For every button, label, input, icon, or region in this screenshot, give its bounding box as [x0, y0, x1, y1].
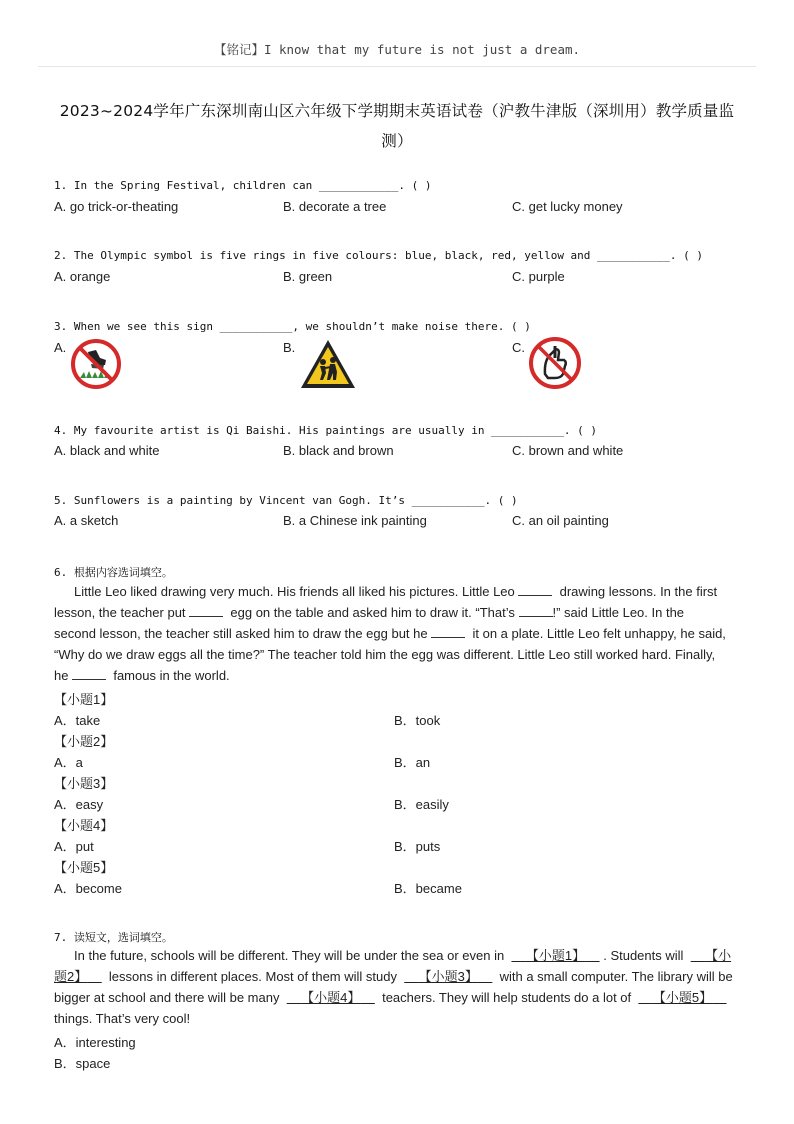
- q2-option-b[interactable]: B. green: [283, 269, 333, 284]
- blank-4[interactable]: [431, 625, 465, 638]
- q6-sub2-option-b[interactable]: B．an: [394, 755, 431, 770]
- question-6-heading: 6. 根据内容选词填空。: [54, 566, 173, 579]
- q7-text: teachers. They will help students do a lot of: [382, 990, 632, 1005]
- q6-sub5-options: [54, 878, 754, 897]
- q6-sub5-label: 【小题5】: [54, 860, 114, 875]
- children-crossing-sign-icon: [299, 338, 357, 390]
- header-divider: [38, 66, 756, 67]
- q6-sub4-label: 【小题4】: [54, 818, 114, 833]
- q7-text: In the future, schools will be different. They will be under the sea or even in: [74, 948, 505, 963]
- q6-text: “Why do we draw eggs all the time?” The teacher told him the egg was different. Little Leo still worked hard. Finally,: [54, 647, 716, 662]
- q7-blank-3[interactable]: [404, 969, 492, 984]
- title-line-2: 测）: [381, 132, 413, 150]
- q7-blank-label: 题2】: [54, 969, 88, 984]
- q6-sub5-option-b[interactable]: B．became: [394, 881, 462, 896]
- q6-text: he: [54, 668, 69, 683]
- q3-option-b[interactable]: B.: [283, 340, 296, 355]
- question-7-passage: [54, 945, 754, 1029]
- q7-text: with a small computer. The library will be: [499, 969, 733, 984]
- q7-blank-4[interactable]: [287, 990, 375, 1005]
- q6-text: it on a plate. Little Leo felt unhappy, he said,: [472, 626, 726, 641]
- header-motto: 【铭记】I know that my future is not just a dream.: [213, 42, 581, 57]
- q7-text: things. That’s very cool!: [54, 1011, 191, 1026]
- q7-text: . Students will: [603, 948, 684, 963]
- q6-sub3-options: [54, 794, 754, 813]
- q7-blank-label: 【小题5】: [652, 990, 713, 1005]
- blank-3[interactable]: [519, 604, 553, 617]
- question-7-heading: 7. 读短文，选词填空。: [54, 931, 173, 944]
- q7-blank-label: 【小题4】: [301, 990, 361, 1005]
- blank-5[interactable]: [72, 667, 106, 680]
- q5-option-b[interactable]: B. a Chinese ink painting: [283, 513, 427, 528]
- q6-text: egg on the table and asked him to draw it. “That’s: [230, 605, 515, 620]
- q6-sub2-options: [54, 752, 754, 771]
- q6-text: Little Leo liked drawing very much. His friends all liked his pictures. Little Leo: [74, 584, 515, 599]
- q6-sub5-option-a[interactable]: A．become: [54, 881, 122, 896]
- q7-blank-label: 【小题3】: [418, 969, 478, 984]
- blank-1[interactable]: [518, 583, 552, 596]
- q6-text: !” said Little Leo. In the: [552, 605, 685, 620]
- q6-text: second lesson, the teacher still asked him to draw the egg but he: [54, 626, 428, 641]
- q6-sub2-option-a[interactable]: A．a: [54, 755, 83, 770]
- q1-option-a[interactable]: A. go trick-or-theating: [54, 199, 179, 214]
- title-line-1: 2023~2024学年广东深圳南山区六年级下学期期末英语试卷（沪教牛津版（深圳用）教学质量监: [59, 102, 735, 120]
- q7-blank-5[interactable]: [638, 990, 726, 1005]
- question-2-stem: 2. The Olympic symbol is five rings in five colours: blue, black, red, yellow and ___________. ( ): [54, 249, 704, 262]
- q6-sub3-option-b[interactable]: B．easily: [394, 797, 449, 812]
- no-trampling-sign-icon: [70, 338, 122, 390]
- q4-option-b[interactable]: B. black and brown: [283, 443, 394, 458]
- q5-option-a[interactable]: A. a sketch: [54, 513, 119, 528]
- q7-blank-label: 【小题1】: [525, 948, 586, 963]
- q1-option-b[interactable]: B. decorate a tree: [283, 199, 387, 214]
- q6-sub1-option-a[interactable]: A．take: [54, 713, 101, 728]
- q6-sub1-label: 【小题1】: [54, 692, 114, 707]
- q7-blank-2[interactable]: [691, 948, 731, 963]
- q3-option-c[interactable]: C.: [512, 340, 525, 355]
- q1-option-c[interactable]: C. get lucky money: [512, 199, 623, 214]
- q5-option-c[interactable]: C. an oil painting: [512, 513, 609, 528]
- question-5-stem: 5. Sunflowers is a painting by Vincent van Gogh. It’s ___________. ( ): [54, 494, 518, 507]
- keep-quiet-sign-icon: [528, 336, 582, 390]
- q6-text: drawing lessons. In the first: [559, 584, 718, 599]
- question-4-stem: 4. My favourite artist is Qi Baishi. His paintings are usually in ___________. ( ): [54, 424, 598, 437]
- page-title: [36, 96, 758, 156]
- blank-2[interactable]: [189, 604, 223, 617]
- q7-blank-1[interactable]: [511, 948, 599, 963]
- question-1-stem: 1. In the Spring Festival, children can ____________. ( ): [54, 179, 432, 192]
- q7-blank-label: 【小: [705, 948, 732, 963]
- q6-text: famous in the world.: [113, 668, 230, 683]
- q7-text: bigger at school and there will be many: [54, 990, 280, 1005]
- q6-sub4-options: [54, 836, 754, 855]
- q6-sub4-option-a[interactable]: A．put: [54, 839, 94, 854]
- question-3-stem: 3. When we see this sign ___________, we shouldn’t make noise there. ( ): [54, 320, 531, 333]
- q2-option-a[interactable]: A. orange: [54, 269, 111, 284]
- q7-option-b[interactable]: B．space: [54, 1056, 111, 1071]
- q6-sub1-option-b[interactable]: B．took: [394, 713, 441, 728]
- q2-option-c[interactable]: C. purple: [512, 269, 565, 284]
- q7-text: lessons in different places. Most of them will study: [108, 969, 397, 984]
- q4-option-a[interactable]: A. black and white: [54, 443, 160, 458]
- q3-option-a[interactable]: A.: [54, 340, 67, 355]
- q6-sub3-option-a[interactable]: A．easy: [54, 797, 104, 812]
- q7-blank-2-cont[interactable]: [54, 969, 102, 984]
- q6-text: lesson, the teacher put: [54, 605, 186, 620]
- q6-sub4-option-b[interactable]: B．puts: [394, 839, 441, 854]
- q4-option-c[interactable]: C. brown and white: [512, 443, 624, 458]
- q6-sub2-label: 【小题2】: [54, 734, 114, 749]
- question-6-passage: [54, 581, 744, 686]
- q6-sub3-label: 【小题3】: [54, 776, 114, 791]
- q7-option-a[interactable]: A．interesting: [54, 1035, 136, 1050]
- q6-sub1-options: [54, 710, 754, 729]
